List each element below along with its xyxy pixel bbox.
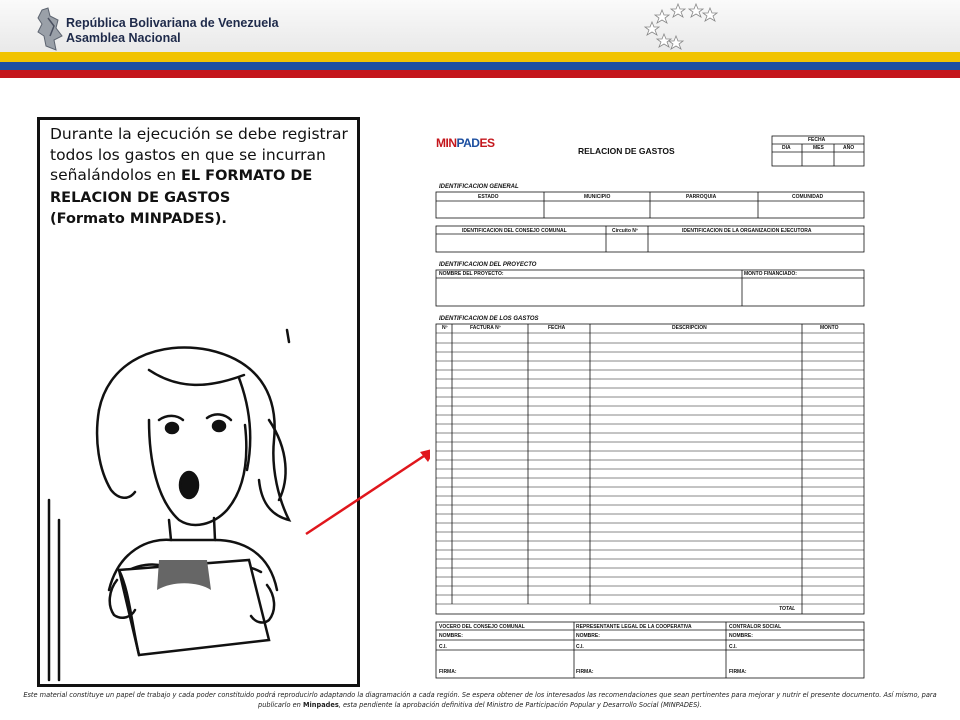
comunidad-label: COMUNIDAD: [792, 194, 824, 200]
caption-bold-2: (Formato MINPADES).: [50, 211, 227, 227]
mes-label: MES: [813, 145, 824, 151]
form-title: RELACION DE GASTOS: [578, 146, 675, 156]
footer-line2-pre: publicarlo en: [258, 701, 301, 709]
municipio-label: MUNICIPIO: [584, 194, 611, 200]
firma-1: FIRMA:: [439, 669, 457, 675]
firma-2: FIRMA:: [576, 669, 594, 675]
ci-3: C.I.: [729, 644, 737, 650]
col-n: Nº: [442, 325, 448, 331]
footer-note: [6, 690, 954, 710]
nombre-proyecto-label: NOMBRE DEL PROYECTO:: [439, 271, 504, 277]
col-monto: MONTO: [820, 325, 839, 331]
caption-plain: Durante la ejecución se debe registrar todos los gastos en que se incurran señalándolos en: [50, 125, 348, 184]
footer-line2-post: , esta pendiente la aprobación definitiva del Ministro de Participación Popular y Desarrollo Social (MINPADES).: [338, 701, 702, 709]
dia-label: DIA: [782, 145, 791, 151]
org-name-line1: República Bolivariana de Venezuela: [66, 16, 279, 30]
comic-caption: [50, 124, 350, 230]
stars-icon: [640, 0, 740, 56]
footer-line1: Este material constituye un papel de trabajo y cada poder constituido podrá reproducirlo adaptando la diagramación a cada región. Se espera obtener de los interesados las recomendaciones que sean pertinentes para mejorar y nutrir el presente documento. Así mismo, para: [23, 691, 937, 699]
organizacion-label: IDENTIFICACION DE LA ORGANIZACION EJECUTORA: [682, 228, 812, 234]
circuito-label: Circuito Nº: [612, 228, 638, 234]
col-descripcion: DESCRIPCION: [672, 325, 707, 331]
section-proyecto: IDENTIFICACION DEL PROYECTO: [439, 262, 537, 268]
form-grid: [430, 130, 870, 690]
org-name-line2: Asamblea Nacional: [66, 31, 181, 45]
flag-band-red: [0, 70, 960, 78]
col-factura: FACTURA Nº: [470, 325, 501, 331]
minpades-logo: MINPADES: [436, 136, 495, 150]
parroquia-label: PARROQUIA: [686, 194, 717, 200]
flag-band-blue: [0, 62, 960, 70]
section-gastos: IDENTIFICACION DE LOS GASTOS: [439, 316, 539, 322]
section-general: IDENTIFICACION GENERAL: [439, 184, 519, 190]
red-arrow-icon: [300, 440, 440, 540]
footer-line2-bold: Minpades: [302, 701, 339, 709]
nombre-3: NOMBRE:: [729, 633, 753, 639]
contralor-label: CONTRALOR SOCIAL: [729, 624, 782, 630]
total-label: TOTAL: [779, 606, 796, 612]
nombre-1: NOMBRE:: [439, 633, 463, 639]
estado-label: ESTADO: [478, 194, 499, 200]
monto-financiado-label: MONTO FINANCIADO:: [744, 271, 797, 277]
ci-2: C.I.: [576, 644, 584, 650]
representante-label: REPRESENTANTE LEGAL DE LA COOPERATIVA: [576, 624, 692, 630]
nombre-2: NOMBRE:: [576, 633, 600, 639]
firma-3: FIRMA:: [729, 669, 747, 675]
vocero-label: VOCERO DEL CONSEJO COMUNAL: [439, 624, 525, 630]
assembly-logo-icon: [36, 6, 66, 54]
col-fecha: FECHA: [548, 325, 566, 331]
flag-band-yellow: [0, 52, 960, 62]
ci-1: C.I.: [439, 644, 447, 650]
consejo-label: IDENTIFICACION DEL CONSEJO COMUNAL: [462, 228, 567, 234]
anio-label: AÑO: [843, 145, 855, 151]
fecha-label: FECHA: [808, 137, 826, 143]
caption-bold-1: EL FORMATO DE RELACION DE GASTOS: [50, 168, 313, 206]
